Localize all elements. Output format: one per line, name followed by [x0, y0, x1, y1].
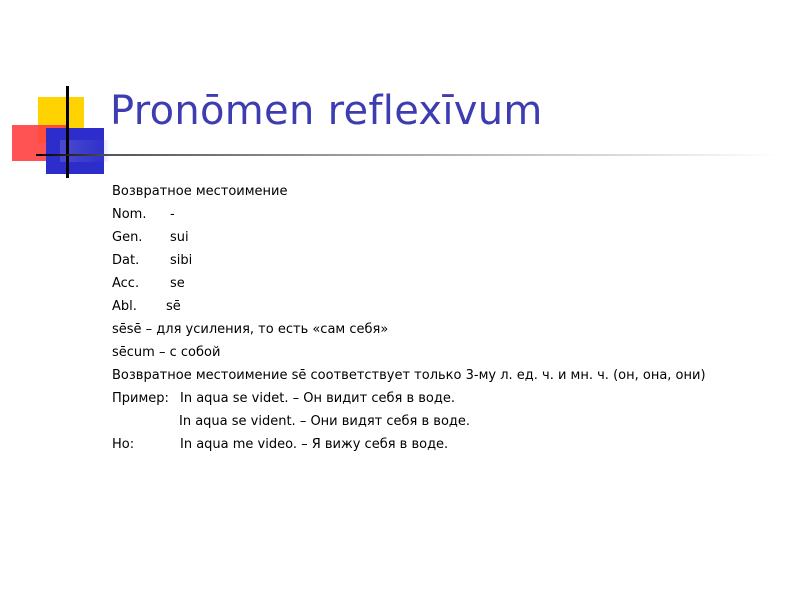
- contrast-line: [112, 433, 792, 456]
- secum-line: sēcum – с собой: [112, 345, 221, 360]
- case-row-dat: [112, 249, 792, 272]
- case-form: -: [170, 207, 175, 222]
- case-row-acc: [112, 272, 792, 295]
- horizontal-rule-decoration: [36, 154, 780, 156]
- slide-body: [112, 180, 792, 456]
- case-form: sibi: [170, 253, 193, 268]
- case-label: Abl.: [112, 299, 137, 314]
- sese-line: sēsē – для усиления, то есть «сам себя»: [112, 322, 389, 337]
- contrast-text: In aqua me video. – Я вижу себя в воде.: [180, 437, 449, 452]
- case-form: sē: [166, 299, 181, 314]
- slide-title: Pronōmen reflexīvum: [110, 88, 543, 134]
- case-label: Nom.: [112, 207, 147, 222]
- case-label: Dat.: [112, 253, 140, 268]
- case-label: Acc.: [112, 276, 140, 291]
- vertical-line-decoration: [66, 86, 69, 178]
- case-row-gen: [112, 226, 792, 249]
- example-text: In aqua se videt. – Он видит себя в воде.: [180, 391, 455, 406]
- example-text: In aqua se vident. – Они видят себя в воде.: [179, 414, 471, 429]
- example-label: Пример:: [112, 391, 169, 406]
- case-label: Gen.: [112, 230, 143, 245]
- case-form: sui: [170, 230, 189, 245]
- example-line-1: [112, 387, 792, 410]
- intro-line: Возвратное местоимение: [112, 184, 288, 199]
- case-form: se: [170, 276, 185, 291]
- rule-line: Возвратное местоимение sē соответствует только 3-му л. ед. ч. и мн. ч. (он, она, они): [112, 368, 706, 383]
- contrast-label: Но:: [112, 437, 135, 452]
- case-row-abl: [112, 295, 792, 318]
- case-row-nom: [112, 203, 792, 226]
- example-line-2: [112, 410, 792, 433]
